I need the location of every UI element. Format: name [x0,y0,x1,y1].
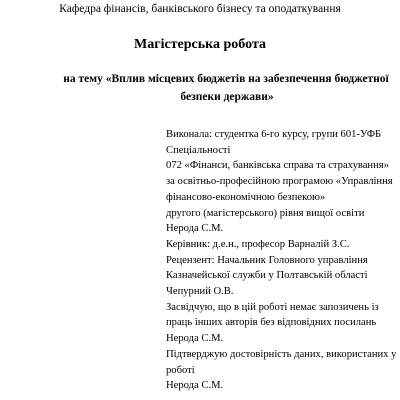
details-line-reviewer-name: Чепурний О.В. [166,286,234,298]
thesis-topic-line-1: на тему «Вплив місцевих бюджетів на забезпечення бюджетної [63,73,389,85]
author-details-block [166,127,397,394]
details-line-program-name: фінансово-економічною безпекою» [166,191,326,203]
thesis-topic [0,70,400,106]
details-line-reviewer-org: Казначейської служби у Полтавській області [166,270,368,282]
details-line-confirm-name: Нерода С.М. [166,380,224,392]
details-line-reviewer: Рецензент: Начальник Головного управління [166,254,368,266]
details-line-certify-name: Нерода С.М. [166,333,224,345]
thesis-topic-line-2: безпеки держави» [180,91,274,103]
details-line-certify: Засвідчую, що в цій роботі немає запозичень із [166,301,379,313]
details-line-certify-cont: праць інших авторів без відповідних посилань [166,317,377,329]
details-line-degree-level: другого (магістерського) рівня вищої освіти [166,207,365,219]
details-line-program: за освітньо-професійною програмою «Управління [166,176,393,188]
department-header: Кафедра фінансів, банківського бізнесу та оподаткування [59,3,341,15]
details-line-specialty-label: Спеціальності [166,144,231,156]
details-line-confirm-cont: роботі [166,364,195,376]
details-line-supervisor: Керівник: д.е.н., професор Варналій З.С. [166,238,350,250]
details-line-performer: Виконала: студентка 6-го курсу, групи 601-УФБ [166,129,382,140]
thesis-title: Магістерська робота [134,37,266,52]
details-line-confirm: Підтверджую достовірність даних, використаних у [166,348,397,360]
details-line-specialty: 072 «Фінанси, банківська справа та страхування» [166,160,389,172]
details-line-author-name: Нерода С.М. [166,223,224,235]
